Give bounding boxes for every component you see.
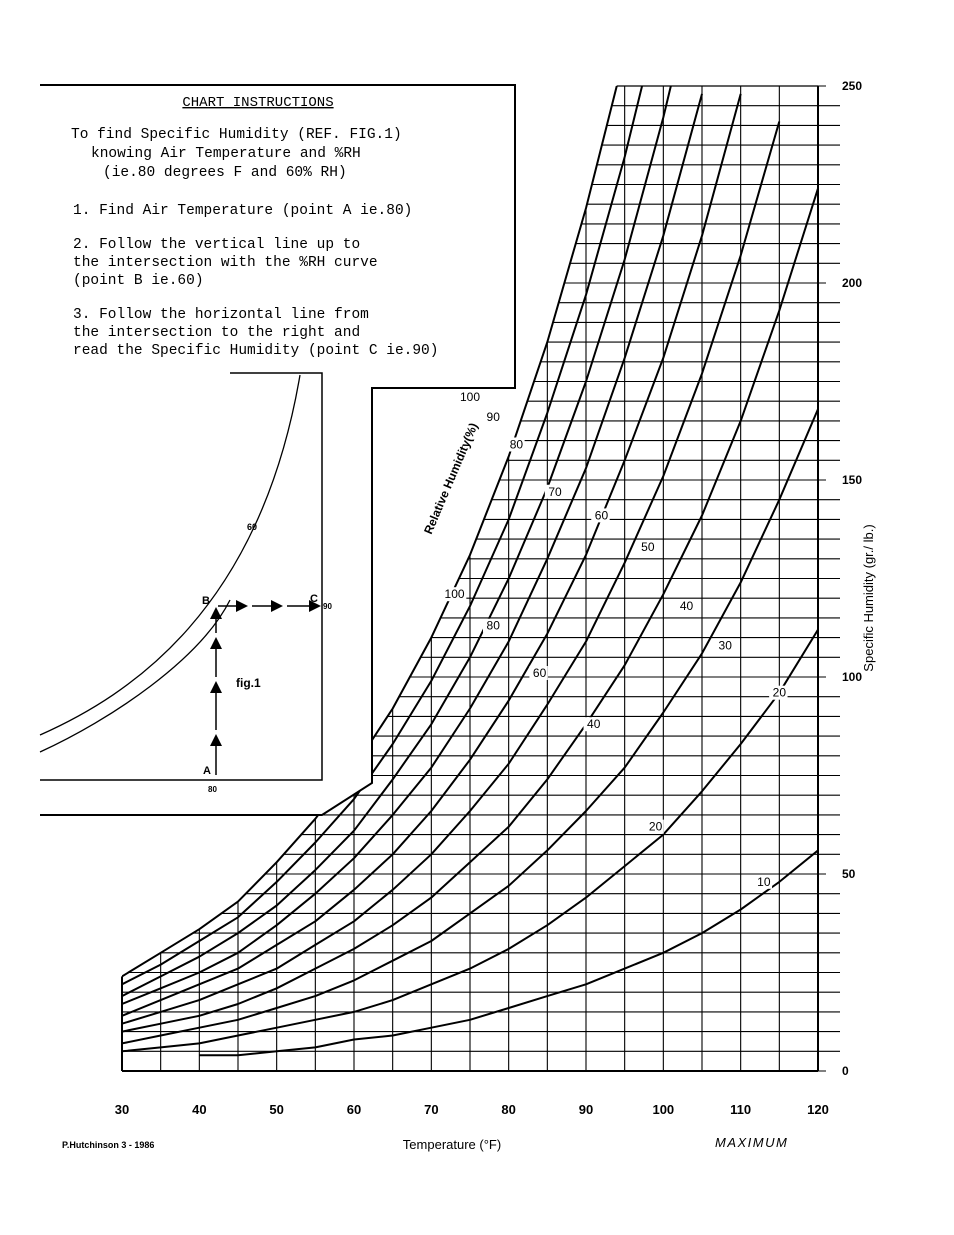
- rh-upper-label: 50: [641, 539, 655, 554]
- rh-upper-label: 70: [548, 484, 562, 499]
- rh-upper-label: 80: [509, 437, 524, 452]
- x-tick-label: 40: [192, 1102, 207, 1117]
- y-tick-label: 200: [842, 276, 863, 290]
- x-tick-label: 100: [652, 1102, 675, 1117]
- rh-lower-label: 60: [532, 666, 547, 680]
- instructions-heading: CHART INSTRUCTIONS: [182, 95, 334, 111]
- x-tick-label: 120: [807, 1102, 829, 1117]
- x-tick-label: 90: [578, 1102, 594, 1117]
- x-axis-title: Temperature (°F): [402, 1137, 502, 1152]
- step-line: (point B ie.60): [73, 273, 204, 289]
- point-a-label: A: [203, 765, 211, 777]
- rh-lower-label: 80: [486, 618, 500, 633]
- point-a-value: 80: [208, 785, 217, 794]
- figure-caption: fig.1: [236, 676, 261, 690]
- rh-upper-label: 10: [757, 874, 771, 889]
- y-axis-title: Specific Humidity (gr./ lb.): [861, 524, 876, 672]
- figure-curve-label: 60: [247, 522, 258, 532]
- rh-lower-label: 40: [587, 717, 601, 732]
- step-line: the intersection with the %RH curve: [73, 255, 378, 271]
- x-tick-label: 30: [114, 1102, 130, 1117]
- x-tick-label: 80: [501, 1102, 516, 1117]
- instructions-step-1: [73, 203, 412, 219]
- rh-upper-label: 100: [459, 390, 481, 405]
- rh-axis-label: Relative Humidity(%): [421, 420, 481, 537]
- y-tick-label: 100: [842, 670, 863, 684]
- y-tick-label: 250: [842, 79, 863, 93]
- y-tick-label: 150: [842, 473, 863, 487]
- brand-logo: MAXIMUM: [715, 1135, 789, 1150]
- x-tick-label: 60: [346, 1102, 362, 1117]
- rh-lower-label: 100: [444, 587, 465, 602]
- point-c-label: C: [310, 593, 318, 605]
- x-tick-label: 50: [269, 1102, 284, 1117]
- rh-upper-label: 90: [486, 409, 500, 424]
- intro-line: knowing Air Temperature and %RH: [91, 146, 361, 162]
- x-tick-label: 70: [424, 1102, 439, 1117]
- step-line: 3. Follow the horizontal line from: [73, 307, 369, 323]
- rh-upper-label: 30: [718, 638, 732, 653]
- y-tick-label: 0: [842, 1064, 849, 1078]
- intro-line: (ie.80 degrees F and 60% RH): [103, 165, 347, 181]
- point-b-label: B: [202, 595, 210, 607]
- step-line: the intersection to the right and: [73, 325, 361, 341]
- step-line: 1. Find Air Temperature (point A ie.80): [73, 203, 413, 219]
- point-c-value: 90: [323, 602, 332, 611]
- author-credit: P.Hutchinson 3 - 1986: [62, 1140, 155, 1150]
- step-line: 2. Follow the vertical line up to: [73, 237, 361, 253]
- rh-lower-label: 20: [648, 819, 663, 834]
- rh-upper-label: 40: [679, 599, 694, 614]
- y-tick-label: 50: [842, 867, 856, 881]
- step-line: read the Specific Humidity (point C ie.90): [73, 343, 439, 359]
- x-tick-label: 110: [730, 1102, 752, 1117]
- rh-upper-label: 60: [594, 508, 609, 523]
- instructions-box: [40, 85, 515, 815]
- rh-upper-label: 20: [772, 685, 787, 700]
- intro-line: To find Specific Humidity (REF. FIG.1): [71, 127, 402, 143]
